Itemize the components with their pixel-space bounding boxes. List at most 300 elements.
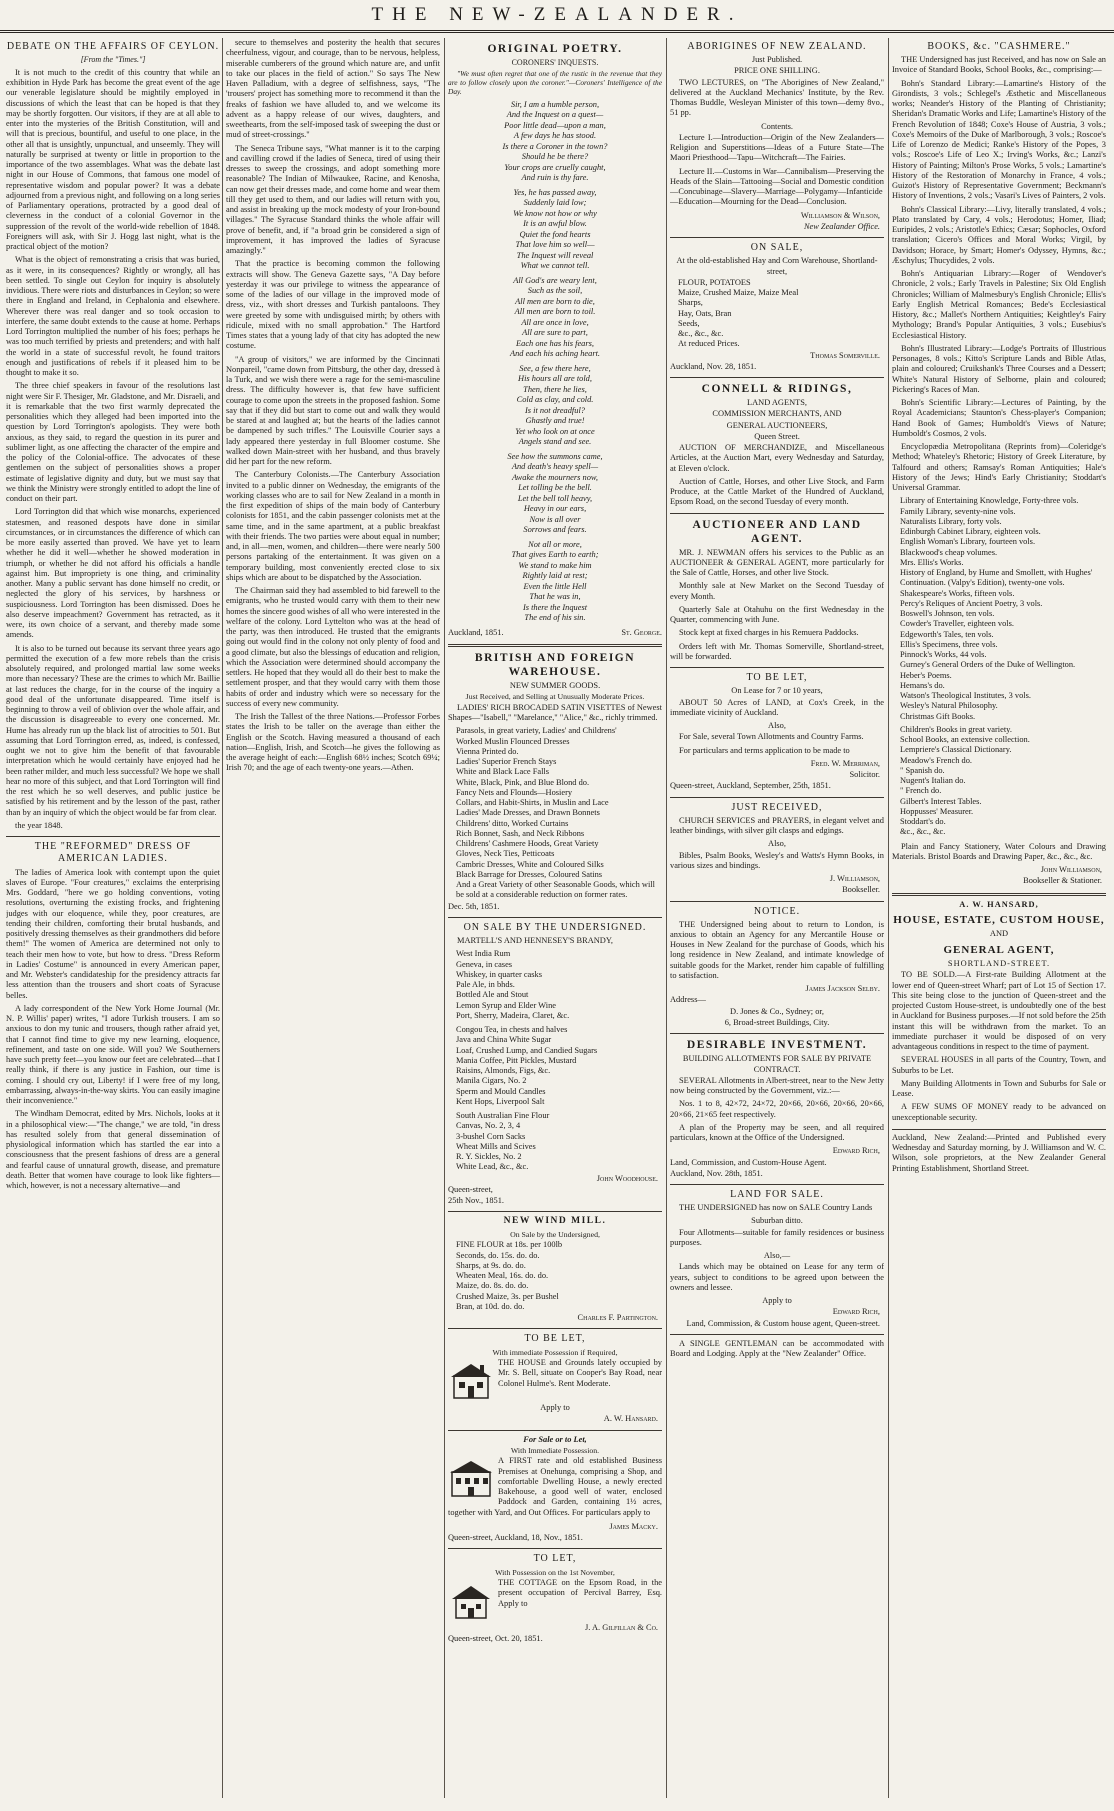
divider [448,1211,662,1212]
ad-signature: Williamson & Wilson, [800,210,880,220]
list-item: Not all or more, [528,539,582,549]
house-icon [448,1458,494,1498]
list-item: It is an awful blow. [523,219,587,229]
ad-title: CONNELL & RIDINGS, [701,383,853,396]
divider [448,644,662,647]
list-item: Bottled Ale and Stout [456,990,529,1000]
list-item: That gives Earth to earth; [511,550,599,560]
list-item: Rich Bonnet, Sash, and Neck Ribbons [456,828,585,838]
list-item: Fancy Nets and Flounds—Hosiery [456,787,573,797]
column-1 [6,38,220,1780]
ad-title: JUST RECEIVED, [731,801,823,813]
poetry-title: ORIGINAL POETRY. [487,43,623,55]
list-item: That he was in, [529,592,581,602]
ad-body: SEVERAL HOUSES in all parts of the Country, Town, and Suburbs to be Let. [892,1055,1106,1075]
list-item: And ruin is thy fare. [521,173,589,183]
masthead: THE NEW-ZEALANDER. [0,0,1114,33]
ad-title: NEW WIND MILL. [503,1216,607,1227]
list-item: Maize, do. 8s. do. do. [456,1281,529,1291]
list-item: Shakespeare's Works, fifteen vols. [900,588,1015,598]
article-title: DEBATE ON THE AFFAIRS OF CEYLON. [6,41,220,52]
divider [670,797,884,798]
divider [670,1184,884,1185]
ad-body: THE UNDERSIGNED has now on SALE Country Lands [679,1203,873,1213]
poem-author: St. George. [621,627,662,637]
ad-intro: On Sale by the Undersigned, [510,1229,600,1239]
ad-line: Also, [768,839,786,849]
list-item: Each one has his fears, [516,338,594,348]
article-source: [From the "Times."] [80,55,146,65]
list-item: Collars, and Habit-Shirts, in Muslin and Lace [456,798,609,808]
ad-body: Monthly sale at New Market on the Second Tuesday of every Month. [670,581,884,601]
ad-signature: Edward Rich, [832,1146,880,1156]
ad-line: Apply to [762,1296,792,1306]
list-item: Gurney's General Orders of the Duke of Wellington. [900,660,1076,670]
list-item: Such as the soil, [527,286,583,296]
poem [448,100,662,624]
list-item: Awake the mourners now, [512,472,598,482]
ad-body: Lecture I.—Introduction—Origin of the New Zealanders—Religion and Superstitions—Ideas of a Future State—The Maori Priesthood—Tapu—Witchcraft—The Fairies. [670,132,884,163]
list-item: History of England, by Hume and Smollett, with Hughes' Continuation. (Valpy's Edition), twenty-one vols. [900,568,1093,588]
book-series: Bohn's Antiquarian Library:—Roger of Wendover's Chronicle, 2 vols.; Early Travels in Palestine; Six Old English Chronicles; William of Malmesbury's English Chronicle; Ellis's Early English Metrical Romances; Bede's Ecclesiastical History, &c.; Mallet's Northern Antiquities; Keightley's Fairy Mythology; Brand's Popular Antiquities, 3 vols.; Eusebius's Ecclesiastical History. [892,269,1106,340]
list-item: Whiskey, in quarter casks [456,969,542,979]
list-item: A few days he has stood. [513,131,597,141]
article-body [6,68,220,818]
article-body [226,38,440,774]
book-series: Bohn's Scientific Library:—Lectures of Painting, by the Royal Academicians; Staunton's Chess-player's Companion; Hand Book of Games; Humboldt's Views of Nature; Humboldt's Cosmos, 2 vols. [892,398,1106,438]
list-item: And a Great Variety of other Seasonable Goods, which will be sold at a considerable reduction on former rates. [456,880,655,900]
ad-title: AUCTIONEER AND LAND AGENT. [692,518,862,545]
list-item: Kent Hops, Liverpool Salt [456,1096,545,1106]
list-item: The Inquest will reveal [516,250,594,260]
ad-title: TO LET, [533,1553,577,1565]
ad-lead: LADIES' RICH BROCADED SATIN VISETTES of Newest Shapes—"Isabell," "Marelance," "Alice," &c., richly trimmed. [448,702,662,723]
ad-line: Suburban ditto. [751,1216,803,1226]
list-item: Lemon Syrup and Elder Wine [456,1000,556,1010]
ad-title: For Sale or to Let, [523,1434,587,1444]
ad-date: Queen-street, Auckland, 18, Nov., 1851. [448,1533,583,1543]
paragraph: The Seneca Tribune says, "What manner is it to the carping and cavilling crowd if the ladies of Seneca, tired of using their dresses to sweep the crossings, and adopt something more reasonable? The Indian of Milwaukee, Racine, and Kenosha, can now get their dresses made, and come home and wear them till they get used to them, and our ladies will return with you, and assist in breaking up the mock modesty of your Iron-bound villages." The Syracuse Standard thinks the whole affair will prove of benefit, and, if "a broad grin be considered a sign of improvement, it has improved the ladies of Syracuse amazingly." [226,143,440,255]
list-item: His hours all are told, [518,374,592,384]
list-item: Java and China White Sugar [456,1035,552,1045]
list-item: Boswell's Johnson, ten vols. [900,609,995,619]
list-item: Your crops are cruelly caught, [504,162,606,172]
ad-body-block [448,1358,662,1402]
list-item: Congou Tea, in chests and halves [456,1025,568,1035]
ad-body-block [448,1456,662,1521]
list-item: Childrens' Cashmere Hoods, Great Variety [456,839,599,849]
list-item: Hemans's do. [900,680,945,690]
list-item: Seconds, do. 15s. do. do. [456,1250,540,1260]
ad-body: Orders left with Mr. Thomas Somerville, Shortland-street, will be forwarded. [670,641,884,661]
list-item: White Lead, &c., &c. [456,1162,529,1172]
paragraph: The Windham Democrat, edited by Mrs. Nichols, looks at it in a philosophical view:—"The change," we are told, "in dress has resulted solely from that general dissemination of physiological information which has startled the ear into a consciousness that the present fashions of dress are a general and fearful cause of unnatural growth, disease, and premature death. Better that women have courage to look like fighters—which, however, is not a necessary alternative—and [6,1109,220,1191]
list-item: West India Rum [456,949,511,959]
list-item: Library of Entertaining Knowledge, Forty-three vols. [900,496,1079,506]
ad-signature-title: Solicitor. [849,770,880,780]
ad-signature-title: New Zealander Office. [803,221,880,231]
list-item: Ghastly and true! [525,416,585,426]
list-item: Sharps, [678,298,703,308]
divider [448,1328,662,1329]
list-item: Even the little Hell [523,581,587,591]
list-item: Stoddart's do. [900,817,946,827]
ad-heading: BUILDING ALLOTMENTS FOR SALE BY PRIVATE CONTRACT. [682,1054,872,1074]
ad-title: ON SALE BY THE UNDERSIGNED. [463,921,647,933]
ad-signature-title: Land, Commission, and Custom-House Agent. [670,1157,827,1167]
list-item: All men are born to toil. [514,307,596,317]
list-item: Wheat Mills and Scives [456,1141,536,1151]
ad-signature: Thomas Somerville. [810,350,880,360]
paragraph: The Chairman said they had assembled to bid farewell to the emigrants, who he trusted would carry with them to their new homes the sincere good wishes of all who were interested in the welfare of the colony. Lord Lyttelton who was at the head of the party, was then introduced. He trusted that the emigrants going out would find in the colony not only plenty of food and a good climate, but also the blessings of education and religion, which the Association were determined should accompany the settlers. He hoped that they would all do their best to make the settlement prosper, and that they would carry with them those habits of order and industry which were so necessary for the success of every new community. [226,586,440,708]
ad-apply: Apply to [540,1403,570,1413]
divider [670,237,884,238]
list-item: All God's are weary lent, [513,275,597,285]
paragraph: The Irish the Tallest of the three Nations.—Professor Forbes states the Irish to be taller on the average than either the English or the Scotch. Having measured a thousand of each nation—English, Irish, and Scotch—he gives the following as the average height of each:—English 68½ inches; Scotch 69¼; Irish 70; and the age of each twenty-one years.—Athen. [226,712,440,773]
list-item: English Woman's Library, fourteen vols. [900,537,1036,547]
ad-date: Auckland, Nov. 28th, 1851. [670,1168,763,1178]
list-item: Gilbert's Interest Tables. [900,796,982,806]
ad-date: Auckland, Nov. 28, 1851. [670,361,757,371]
list-item: Should he be there? [521,152,589,162]
list-item: &c., &c., &c. [900,827,946,837]
list-item: Ladies' Superior French Stays [456,757,557,767]
list-item: Children's Books in great variety. [900,724,1012,734]
ad-body: Stock kept at fixed charges in his Remuera Paddocks. [679,628,859,638]
ad-intro: With Possession on the 1st November, [495,1567,615,1577]
ad-heading: Queen Street. [754,431,800,441]
ad-body: Quarterly Sale at Otahuhu on the first Wednesday in the Quarter, commencing with June. [670,604,884,625]
paragraph: The three chief speakers in favour of the resolutions last night were Sir F. Thesiger, Mr. Gladstone, and Mr. Disraeli, and it is remarkable that the two first warmly deprecated the personalities which they alleged had been imported into the question by Lord Torrington's apologists. They were both anxious, as they said, to regard the question in its purer and sublimer light, as one affecting the character of the empire and the policy of the Colonial-office. The advocates of these gentlemen on the subject of personalities shows a proper estimate of legislative dignity and duty, but we must say that we think the Ministry were strongly entitled to adopt the line of conduct on their part. [6,381,220,504]
ad-body: ABOUT 50 Acres of LAND, at Cox's Creek, in the immediate vicinity of Auckland. [670,697,884,717]
ad-signature: A. W. Hansard. [603,1414,658,1424]
ad-body: A plan of the Property may be seen, and all required particulars, known at the Office of the Undersigned. [670,1122,884,1142]
ad-body: MR. J. NEWMAN offers his services to the Public as an AUCTIONEER & GENERAL AGENT, more particularly for the Sale of Cattle, Horses, and other live Stock. [670,547,884,578]
list-item: Sharps, at 9s. do. do. [456,1260,526,1270]
list-item: Childrens' ditto, Worked Curtains [456,818,569,828]
ad-signature-title: Bookseller & Stationer. [1023,876,1102,886]
ad-line: Also, [768,721,786,731]
list-item: Hay, Oats, Bran [678,308,732,318]
ad-body: CHURCH SERVICES and PRAYERS, in elegant velvet and leather bindings, with silver gilt clasps and edgings. [670,815,884,836]
list-item: Quiet the fond hearts [519,229,591,239]
ad-signature: John Williamson, [1040,865,1102,875]
ad-date: Dec. 5th, 1851. [448,901,500,911]
paragraph: What is the object of remonstrating a crisis that was buried, as it were, in its consequences? Rightly or wrongly, all has been settled. To single out Ceylon for inquiry is absolutely invidious. There were riots and disturbances in Ceylon; so were there in England and Ireland, in Cephalonia and elsewhere. Wherever there was real danger and so took occasion to interfere, the same doubt extends to the cause at home. Perhaps Lord Torrington multiplied the number of his foes; perhaps he was too much terrified by priests and pretenders; and with half the world in a state of successful revolt, he found traitors enough and justifications of rebels if it pleased him to be thought to make it so. [6,255,220,378]
divider [448,917,662,918]
ad-intro: Just Received, and Selling at Unusually Moderate Prices. [465,692,645,702]
book-series: Bohn's Illustrated Library:—Lodge's Portraits of Illustrious Personages, 8 vols.; Kitto's Scripture Lands and Bible Atlas, plain and coloured; Cruikshank's Three Courses and a Dessert; White's Natural History of Selborne, plain and coloured; Pickering's Races of Man. [892,343,1106,394]
ad-signature: Edward Rich, [832,1307,880,1317]
column-3 [448,38,662,1780]
list-item: Edinburgh Cabinet Library, eighteen vols. [900,527,1041,537]
ad-title: LAND FOR SALE. [730,1189,824,1200]
ad-date: 25th Nov., 1851. [448,1196,504,1206]
ad-body: Bibles, Psalm Books, Wesley's and Watts's Hymn Books, in various sizes and bindings. [670,850,884,870]
list-item: Seeds, [678,318,700,328]
list-item: FINE FLOUR at 18s. per 100lb [456,1240,563,1250]
list-item: Now is all over [529,514,581,524]
paragraph: The ladies of America look with contempt upon the quiet slaves of Europe. "Four creatures," exclaims the enterprising Mrs. Goddard, "here we go holding conventions, voting resolutions, overturning the existing frocks, and frightening judges with our eloquence, while they, poor creatures, are tending their children, comforting their brutal husbands, and positively dressing themselves as their grandmothers did before them!" The women of America are determined not only to teach their men how to vote, but how to dress. "Dress Reform in Ladies' Costume" is announced in every American paper, and Mr. Webster's candidateship for the presidency attracts far less attention than the trousers and short coats of Syracuse belles. [6,867,220,1000]
list-item: FLOUR, POTATOES [678,277,751,287]
list-item: Is there the Inquest [522,602,588,612]
ad-body: For particulars and terms application to be made to [679,745,850,755]
divider [670,1033,884,1034]
ad-item-list [670,278,884,350]
ad-heading: SHORTLAND-STREET. [947,959,1051,968]
paragraph: It is not much to the credit of this country that while an exhibition in Hyde Park has become the great event of the age our venerable legislature should be mightily employed in discussions of which the least that can be hoped is that they may be shortly forgotten. Our visitors, if they are at all able to enter into the mysteries of the British Constitution, will and will that is precious, bountiful, and useful to one place, in the other all that is unsightly, unpunctual, and unseemly. They will naturally be surprised at twenty or little in proportion to the importance of the two assemblages. What was the debate last night in our House of Commons, that famous one model of representative wisdom and popular power? It was a debate adjourned from a previous night, and following on a long series of Parliamentary operations, protracted by a good deal of cleverness in the conduct of a colonial Governor in the suppression of the revolt of the world-wide rebellion of 1848. Foreigners will ask, with Sir J. Hogg last night, what is the practical object of the motion? [6,67,220,252]
paragraph: "A group of visitors," we are informed by the Cincinnati Nonpareil, "came down from Pittsburg, the other day, dressed à la Turk, and we wish there were a rage for the semi-masculine dress. The difficulty however is, that few have sufficient courage to come upon the streets in the proposed fashion. Some say that if they did but start to come out and walk they would be stared at and laughed at; but the hearts of the ladies cannot be dampened by such trifles." The Louisville Courier says a lady appeared there yesterday in full Bloomer costume. She walked down Main-street with her husband, and thus bravely did her part for the new reform. [226,354,440,466]
paragraph: That the practice is becoming common the following extracts will show. The Geneva Gazette says, "A Day before yesterday it was our privilege to witness the appearance of some of the ladies of our village in the improved mode of dress, viz., with short dresses and Turkish pantaloons. They were greeted by some with undisguised mirth; by others with ridicule, mixed with no small approbation." The Hartford Times states that a young lady of that city has adopted the new costume. [226,259,440,351]
list-item: See how the summons came, [507,451,603,461]
ad-body: Many Building Allotments in Town and Suburbs for Sale or Lease. [892,1078,1106,1098]
divider [892,893,1106,896]
ad-intro: With Immediate Possession. [510,1445,600,1455]
list-item: Yes, he has passed away, [513,187,597,197]
paragraph: It is also to be turned out because its servant three years ago permitted the execution of a few more rebels than the crisis absolutely required, and prolonged martial law some weeks more than necessary? These are the crimes to which Mr. Baillie at last reduces the charge, for in the course of the inquiry a good deal of the unfortunate disappeared. Time itself is beginning to throw a veil of oblivion over the whole affair, and the discussion is disagreeable to every one concerned. Mr. Hume has already run up the black list of atrocities to 501. But assuming that Lord Torrington erred, as, indeed, is confessed, ought we not to give him the benefit of that favourable interpretation which he would certainly have enjoyed had he been rather milder, and much less successful? We hope we shall hear no more of this subject, and that Lord Torrington will find the rest which he so well deserves, and public justice be satisfied by his retirement and by the lesson of the past, rather than by an inquiry of which the object would be far from clear. [6,643,220,817]
ad-body: AUCTION OF MERCHANDIZE, and Miscellaneous Articles, at the Auction Mart, every Wednesday and Saturday, at Eleven o'clock. [670,443,884,473]
list-item: All are sure to part, [522,328,588,338]
book-list [892,496,1106,722]
ad-place: Queen-street, [448,1184,493,1194]
ad-heading: LAND AGENTS, [746,398,808,408]
ad-title: ON SALE, [750,242,804,254]
list-item: All men are born to die, [515,296,595,306]
ad-heading: COMMISSION MERCHANTS, AND [712,409,842,419]
list-item: At reduced Prices. [678,339,740,349]
ad-intro: On Lease for 7 or 10 years, [731,686,823,696]
poem-epigraph: "We must often regret that one of the rustic in the revenue that they are to follow closely upon the coroner."—Coroners' Intelligence of the Day. [448,68,662,96]
ad-item-list [448,949,662,1172]
ad-signature-title: Land, Commission, & Custom house agent, Queen-street. [686,1318,880,1328]
list-item: All are once in love, [521,317,589,327]
article-title: THE "REFORMED" DRESS OF AMERICAN LADIES. [34,841,192,865]
ad-signature: J. Williamson, [829,874,880,884]
ad-body: Four Allotments—suitable for family residences or business purposes. [670,1227,884,1247]
list-item: Heber's Poems. [900,670,952,680]
ad-body: THE Undersigned being about to return to London, is anxious to obtain an Agency for any Mercantile House or Houses in New Zealand for the purchase of Goods, which his long residence in New Zealand, and intimate knowledge of suitable goods for the Market, render him capable of fulfilling to satisfaction. [670,919,884,980]
ad-body: For Sale, several Town Allotments and Country Farms. [679,732,864,742]
list-item: &c., &c., &c. [678,329,724,339]
ad-lead: MARTELL'S AND HENNESEY'S BRANDY, [457,936,613,946]
ad-line: PRICE ONE SHILLING. [734,66,820,76]
book-list [892,79,1106,494]
list-item: Worked Muslin Flounced Dresses [456,736,570,746]
list-item: Wesley's Natural Philosophy. [900,701,998,711]
divider [670,513,884,514]
list-item: Hoppusses' Measurer. [900,806,974,816]
column-4 [670,38,884,1780]
ad-signature: John Woodhouse. [596,1173,658,1183]
stationery-note: Plain and Fancy Stationery, Water Colours and Drawing Materials. Bristol Boards and Drawing Paper, &c., &c., &c. [892,841,1106,861]
list-item: Ellis's Specimens, three vols. [900,639,998,649]
list-item: Then, there he lies, [523,384,587,394]
list-item: Let the bell toll heavy, [517,493,593,503]
ad-body: SEVERAL Allotments in Albert-street, near to the New Jetty now being constructed by the Government, viz.:— [670,1075,884,1095]
list-item: Sir, I am a humble person, [510,99,600,109]
divider [670,667,884,668]
ad-body: Nos. 1 to 8, 42×72, 24×72, 20×66, 20×66, 20×66, 20×66, 20×66, 21×65 feet respectively. [670,1099,884,1119]
ad-heading: GENERAL AUCTIONEERS, [726,420,828,430]
ad-signature: Fred. W. Merriman, [810,758,880,768]
list-item: Family Library, seventy-nine vols. [900,506,1016,516]
ad-line: Just Published. [751,55,803,65]
book-series: Encyclopædia Metropolitana (Reprints from)—Coleridge's Method; Whateley's Rhetoric; History of Greek Literature, by Talfourd and others; Ramsay's Roman Antiquities; Hale's History of the Jews; Hind's Early Christianity; Stoddart's Universal Grammar. [892,442,1106,493]
paragraph: Lord Torrington did that which wise monarchs, experienced statesmen, and reasoned despots have done in similar circumstances, or in circumstances the difference of which can be more easily asserted than proved. We have yet to learn whether he did it well—whether he showed moderation in triumph, or whether he did not afford his officials a handle against him. But impropriety is one thing, and criminality another. Many a public servant has done himself no credit, or neglected the glory of his services, by harshness or suspiciousness. Lord Torrington has been dismissed. Does he also deserve impeachment? Government has retracted, as it were, its own choice of a servant, and thereby made some amends. [6,507,220,640]
column-rule [444,38,445,1798]
divider [448,1548,662,1549]
ad-item-list [448,1240,662,1312]
imprint: Auckland, New Zealand:—Printed and Published every Wednesday and Saturday morning, by J. Williamson and W. C. Wilson, sole proprietors, at the New Zealander General Printing Establishment, Shortland Street. [892,1129,1106,1174]
ad-date: Queen-street, Oct. 20, 1851. [448,1634,543,1644]
list-item: Sperm and Mould Candles [456,1086,546,1096]
list-item: Pinnock's Works, 44 vols. [900,650,987,660]
list-item: " French do. [900,786,942,796]
list-item: Gloves, Neck Ties, Petticoats [456,849,555,859]
list-item: Heavy in our ears, [523,504,587,514]
list-item: Vienna Printed do. [456,746,519,756]
list-item: And each his aching heart. [509,349,600,359]
list-item: R. Y. Sickles, No. 2 [456,1152,522,1162]
list-item: Cambric Dresses, White and Coloured Silks [456,859,604,869]
ad-title: BRITISH AND FOREIGN WAREHOUSE. [474,652,636,679]
ad-body: THE COTTAGE on the Epsom Road, in the present occupation of Percival Barrey, Esq. Apply to [498,1578,662,1608]
ad-body: Lecture II.—Customs in War—Cannibalism—Preserving the Heads of the Slain—Tattooing—Social and Domestic condition—Concubinage—Slavery—Marriage—Polygamy—Infanticide—Education—Mourning for the Dead—Conclusion. [670,166,884,207]
list-item: Naturalists Library, forty vols. [900,516,1002,526]
ad-title: DESIRABLE INVESTMENT. [686,1039,868,1052]
list-item: Let tolling be the bell. [518,483,592,493]
ad-item-list [448,726,662,900]
list-item: " Spanish do. [900,765,945,775]
ad-intro: At the old-established Hay and Corn Warehouse, Shortland-street, [676,256,878,276]
ad-subtitle: NEW SUMMER GOODS. [509,681,601,691]
list-item: Port, Sherry, Madeira, Claret, &c. [456,1010,570,1020]
list-item: Raisins, Almonds, Figs, &c. [456,1066,551,1076]
ad-title: NOTICE. [753,905,801,917]
divider [448,1430,662,1431]
article-date: the year 1848. [15,820,63,830]
paragraph: secure to themselves and posterity the health that secures cheerfulness, vigour, and courage, than to be nervous, helpless, miserable cumberers of the ground which nature are, and unfit to take our places in the field of action." So says The New Haven Palladium, with a degree of selfishness, says, "The 'trousers' project has something more to recommend it than the freaks of fashion we have alluded to, and we welcome its advent as a happy release of our wives, daughters, and sweethearts, from the self-imposed task of sweeping the dust or mud of street-crossings." [226,38,440,140]
ad-intro: With immediate Possession if Required, [492,1347,618,1357]
list-item: And death's heavy spell— [511,462,599,472]
list-item: Yet who look on at once [515,426,595,436]
book-list [892,725,1106,838]
ad-title: TO BE LET, [524,1333,586,1345]
list-item: Pale Ale, in bhds. [456,980,515,990]
ad-line: D. Jones & Co., Sydney; or, [730,1006,824,1016]
list-item: That love him so well— [515,240,595,250]
divider [6,836,220,837]
list-item: Loaf, Crushed Lump, and Candied Sugars [456,1045,598,1055]
list-item: Cowder's Traveller, eighteen vols. [900,619,1014,629]
list-item: Bran, at 10d. do. do. [456,1301,525,1311]
list-item: What we cannot tell. [520,261,590,271]
ad-line: Address— [670,995,706,1005]
list-item: Christmas Gift Books. [900,711,976,721]
book-series: Bohn's Standard Library:—Lamartine's History of the Girondists, 3 vols.; Schlegel's Æsthetic and Miscellaneous works; Neander's History of the Planting of Christianity; Sheridan's Dramatic Works and Life; Lamartine's History of the French Revolution of 1848; Coxe's House of Austria, 3 vols.; Coxe's Memoirs of the Duke of Marlborough, 3 vols.; Roscoe's Life of Lorenzo de Medici; Ranke's History of the Popes, 3 vols.; Roscoe's Life of Leo X.; Irving's Works, &c.; Lanzi's History of Painting; Milton's Prose Works, 5 vols.; Lamartine's History of the Restoration of Monarchy in France, 4 vols.; Guizot's History of Representative Government; Beckmann's History of Inventions, 2 vols.; Vasari's Lives of Painters, 2 vols. [892,78,1106,201]
divider [670,1334,884,1335]
list-item: Lempriere's Classical Dictionary. [900,745,1012,755]
list-item: South Australian Fine Flour [456,1111,550,1121]
house-icon [448,1580,494,1620]
list-item: See, a few there here, [519,363,591,373]
list-item: Mrs. Ellis's Works. [900,557,964,567]
ad-body: TO BE SOLD.—A First-rate Building Allotment at the lower end of Queen-street Wharf; part of Lot 15 of Section 17. This site being close to the junction of Queen-street and the projected Custom House-street, is undoubtedly one of the best in Auckland for Business purposes.—If not sold before the 25th instant this will be withdrawn from the market. To an immediate purchaser it would be disposed of on very advantageous conditions in respect to the time of payment. [892,970,1106,1051]
list-item: White, Black, Pink, and Blue Blond do. [456,777,590,787]
column-5 [892,38,1106,1780]
ad-body: A FEW SUMS OF MONEY ready to be advanced on unexceptionable security. [892,1102,1106,1122]
list-item: Blackwood's cheap volumes. [900,547,998,557]
list-item: School Books, an extensive collection. [900,735,1030,745]
list-item: Cold as clay, and cold. [516,395,594,405]
poem-subtitle: CORONERS' INQUESTS. [511,58,599,68]
list-item: Nugent's Italian do. [900,776,966,786]
house-icon [448,1360,494,1400]
section-title: ABORIGINES OF NEW ZEALAND. [687,41,867,52]
ad-intro: THE Undersigned has just Received, and has now on Sale an Invoice of Standard Books, School Books, &c., comprising:— [892,55,1106,75]
book-series: Bohn's Classical Library:—Livy, literally translated, 4 vols.; Plato translated by Cary, 4 vols.; Herodotus; Homer, Iliad; Euripides, 2 vols.; Aristotle's Ethics; Cæsar; Sophocles, Oxford translation; Cicero's Offices and Moral Works; Virgil, by Davidson; Horace, by Smart; Homer's Odyssey, Hymns, &c.; Æschylus; Thucydides, 2 vols. [892,204,1106,265]
ad-heading: GENERAL AGENT, [943,943,1055,956]
ad-signature-title: Bookseller. [842,885,880,895]
list-item: Percy's Reliques of Ancient Poetry, 3 vols. [900,598,1043,608]
ad-signature: James Macky. [609,1521,658,1531]
list-item: Geneva, in cases [456,959,513,969]
list-item: Canvas, No. 2, 3, 4 [456,1121,521,1131]
column-rule [222,38,223,1798]
ad-signature: J. A. Gilfillan & Co. [585,1623,658,1633]
list-item: Manila Cigars, No. 2 [456,1076,527,1086]
list-item: Sorrows and fears. [523,525,587,535]
ad-signature: Charles F. Partington. [577,1313,658,1323]
ad-body: A SINGLE GENTLEMAN can be accommodated with Board and Lodging. Apply at the "New Zealander" Office. [670,1338,884,1359]
ad-signature: James Jackson Selby. [805,984,880,994]
ad-body: TWO LECTURES, on "The Aborigines of New Zealand," delivered at the Auckland Mechanics' Institute, by the Rev. Thomas Buddle, Wesleyan Minister of this town—demy 8vo., 51 pp. [670,77,884,118]
ad-date: Queen-street, Auckland, September, 25th, 1851. [670,781,831,791]
ad-line: Also,— [763,1251,791,1261]
list-item: White and Black Lace Falls [456,767,550,777]
list-item: We know not how or why [513,208,597,218]
article-body [6,868,220,1192]
ad-body: Auction of Cattle, Horses, and other Live Stock, and Farm Produce, at the Cattle Market of the Hundred of Auckland, Epsom Road, on the second Tuesday of every month. [670,476,884,507]
list-item: And the Inquest on a quest— [506,110,604,120]
list-item: Angels stand and see. [518,437,592,447]
list-item: Black Barrage for Dresses, Coloured Satins [456,869,603,879]
column-2 [226,38,440,1780]
list-item: Crushed Maize, 3s. per Bushel [456,1291,559,1301]
list-item: 3-bushel Corn Sacks [456,1131,526,1141]
list-item: Ladies' Made Dresses, and Drawn Bonnets [456,808,600,818]
list-item: Maize, Crushed Maize, Maize Meal [678,288,799,298]
divider [670,377,884,378]
list-item: Edgeworth's Tales, ten vols. [900,629,994,639]
list-item: Watson's Theological Institutes, 3 vols. [900,691,1031,701]
column-rule [666,38,667,1798]
ad-body-block [448,1578,662,1622]
list-item: We stand to make him [518,560,592,570]
ad-line: Contents. [761,121,793,131]
ad-heading: AND [989,929,1009,939]
ad-title: BOOKS, &c. "CASHMERE." [927,41,1071,52]
ad-body: Lands which may be obtained on Lease for any term of years, subject to conditions to be agreed upon between the owners and lessee. [670,1262,884,1292]
list-item: Suddenly laid low; [523,198,587,208]
ad-title: A. W. HANSARD, [959,899,1039,909]
ad-title: TO BE LET, [746,672,808,684]
list-item: Wheaten Meal, 16s. do. do. [456,1271,549,1281]
ad-body: THE HOUSE and Grounds lately occupied by Mr. S. Bell, situate on Cooper's Bay Road, near Colonel Hulme's. Rent Moderate. [498,1358,662,1388]
list-item: Poor little dead—upon a man, [504,120,606,130]
ad-heading: HOUSE, ESTATE, CUSTOM HOUSE, [893,913,1105,926]
list-item: Parasols, in great variety, Ladies' and Childrens' [456,726,617,736]
